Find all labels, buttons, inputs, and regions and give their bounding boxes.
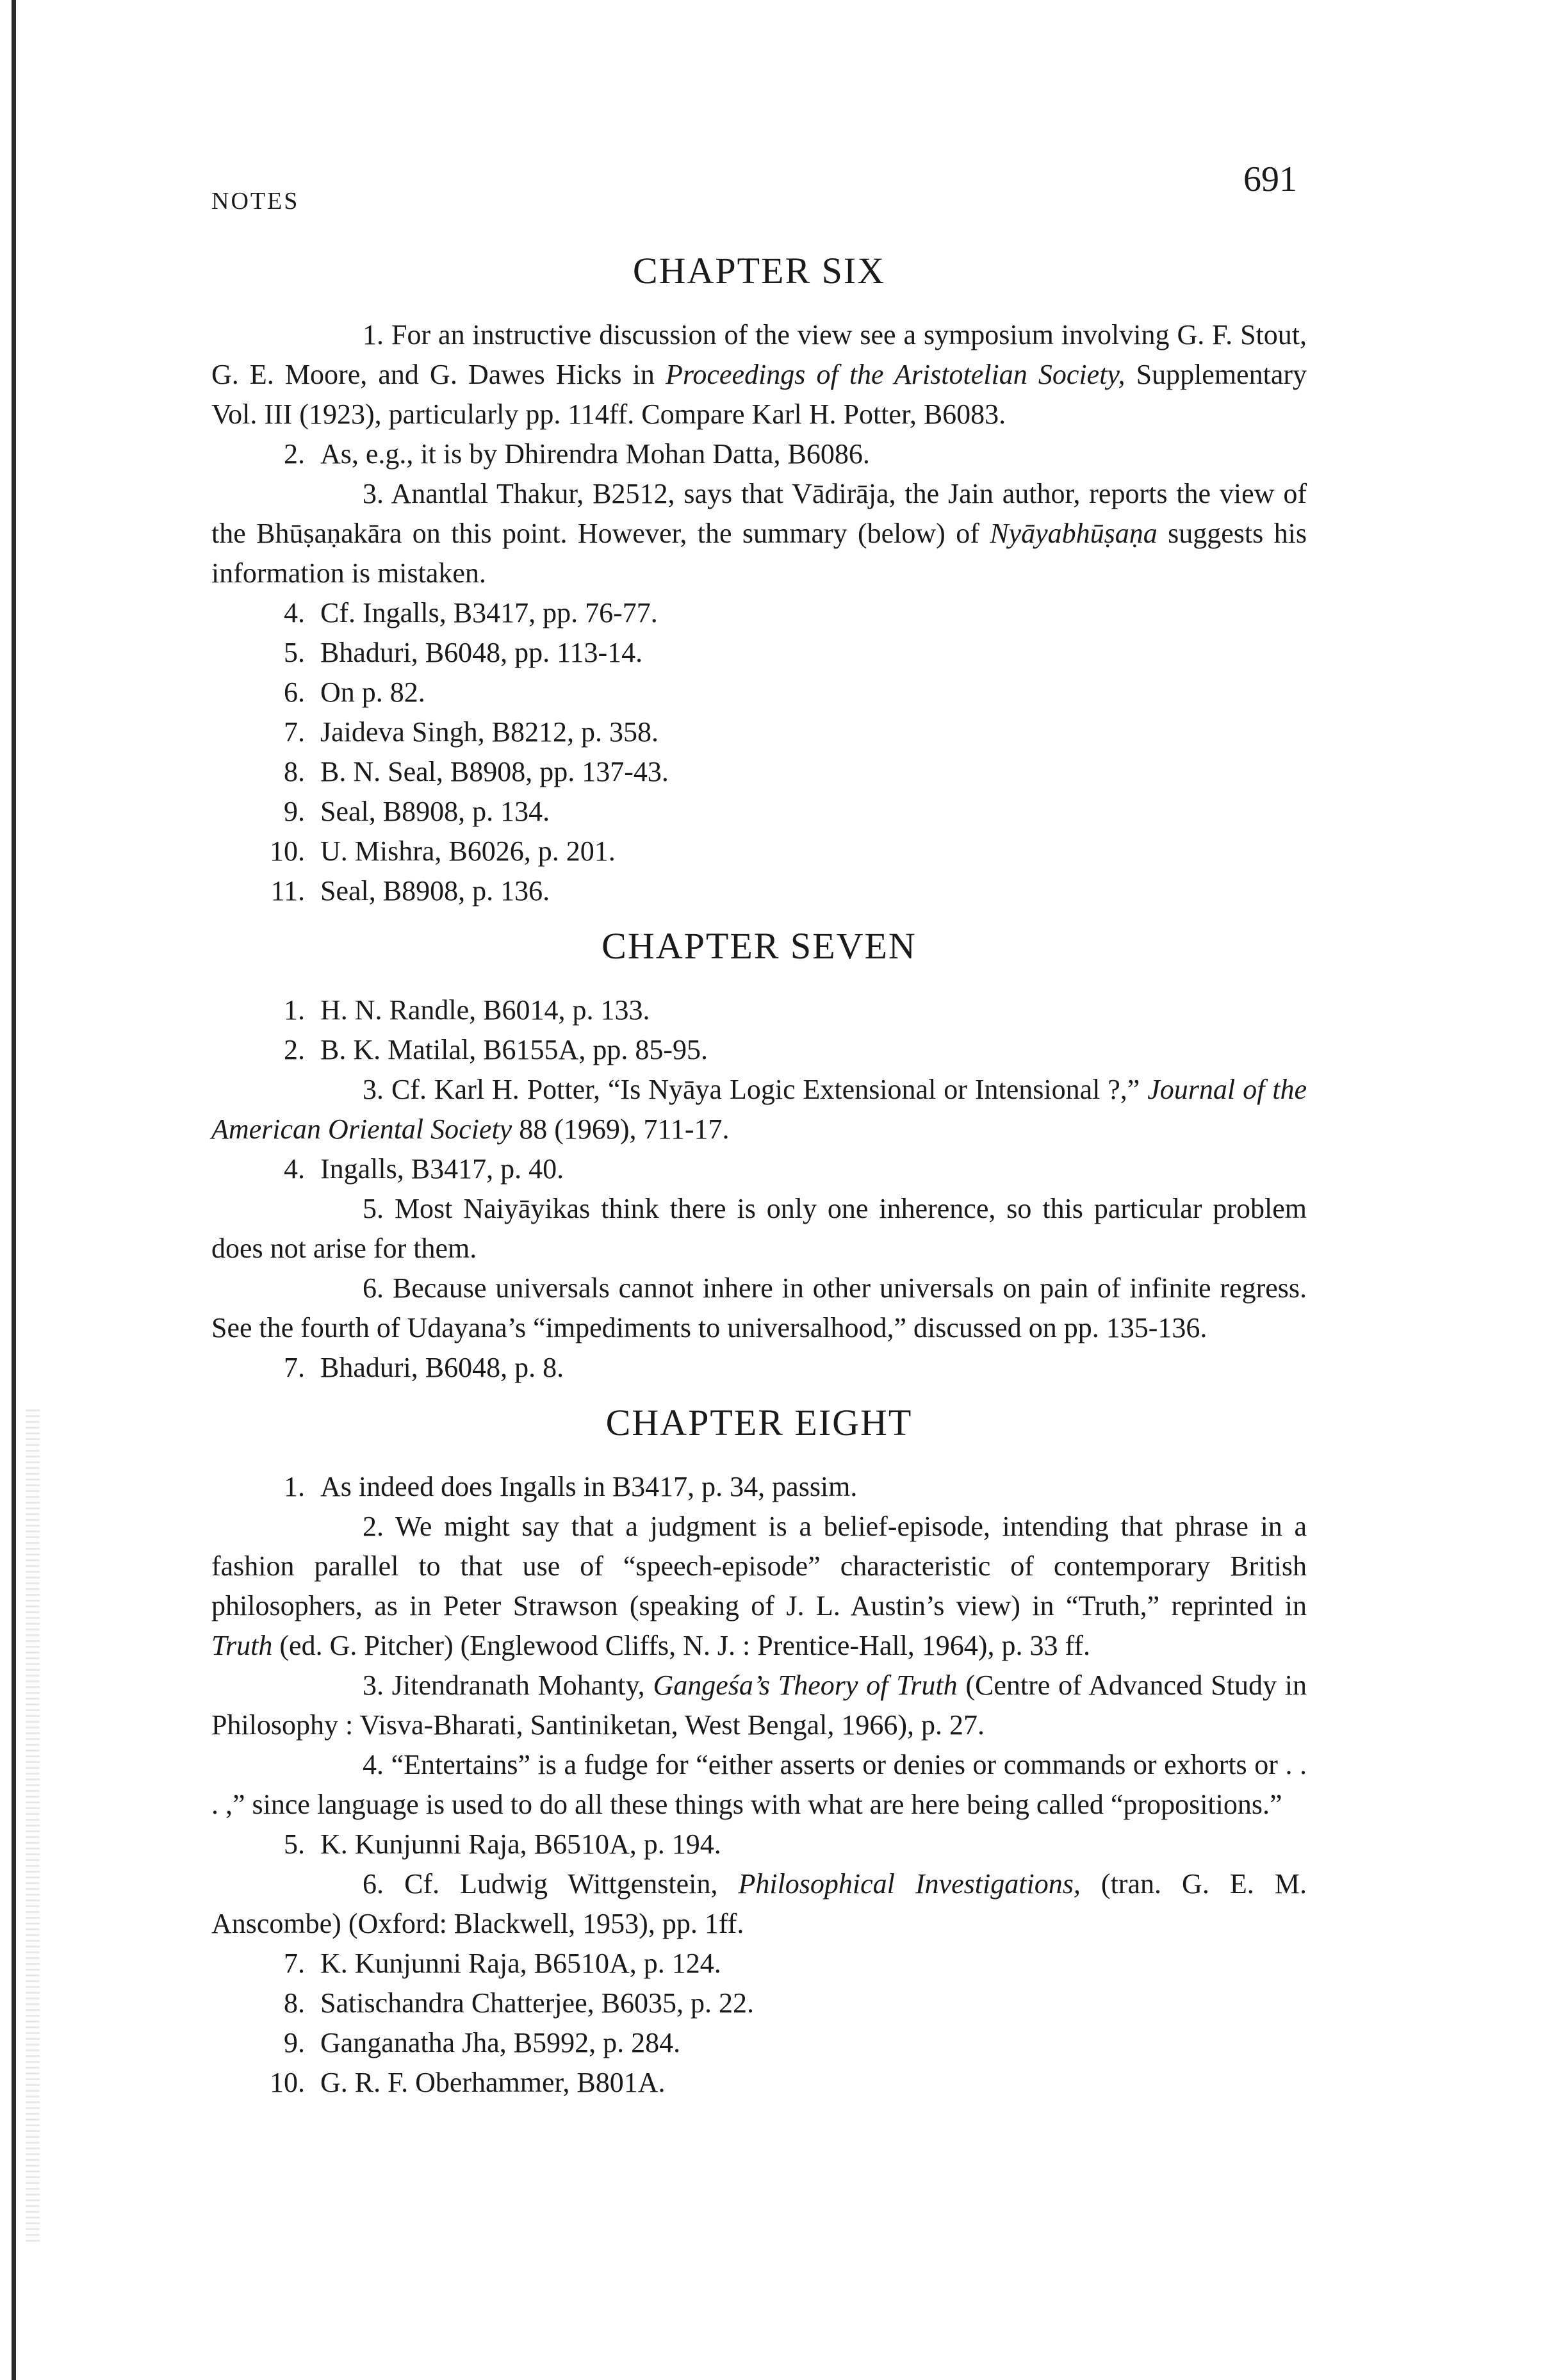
note: 5. K. Kunjunni Raja, B6510A, p. 194. — [284, 1828, 721, 1860]
note: 9. Ganganatha Jha, B5992, p. 284. — [284, 2027, 681, 2058]
note: 2. B. K. Matilal, B6155A, pp. 85-95. — [284, 1034, 708, 1065]
note: 8. Satischandra Chatterjee, B6035, p. 22. — [284, 1987, 754, 2019]
note: 3. Cf. Karl H. Potter, “Is Nyāya Logic Extensional or Intensional ?,” Journal of the American Oriental Society 88 (1969), 711-17. — [211, 1074, 1307, 1145]
scan-left-edge — [12, 0, 16, 2380]
note: 8. B. N. Seal, B8908, pp. 137-43. — [284, 756, 669, 787]
note: 4. Cf. Ingalls, B3417, pp. 76-77. — [284, 597, 658, 628]
chapter-title: CHAPTER SIX — [632, 250, 886, 291]
note: 7. Jaideva Singh, B8212, p. 358. — [284, 716, 659, 748]
note: 6. Because universals cannot inhere in other universals on pain of infinite regress. See the fourth of Udayana’s “impediments to universalhood,” discussed on pp. 135-136. — [211, 1272, 1307, 1343]
note: 6. Cf. Ludwig Wittgenstein, Philosophical Investigations, (tran. G. E. M. Anscombe) (Oxford: Blackwell, 1953), pp. 1ff. — [211, 1868, 1307, 1939]
note: 5. Most Naiyāyikas think there is only one inherence, so this particular problem does not arise for them. — [211, 1193, 1307, 1264]
note: 10. G. R. F. Oberhammer, B801A. — [270, 2067, 666, 2098]
note: 11. Seal, B8908, p. 136. — [270, 875, 550, 907]
note: 4. Ingalls, B3417, p. 40. — [284, 1153, 564, 1185]
note: 2. We might say that a judgment is a belief-episode, intending that phrase in a fashion parallel to that use of “speech-episode” characteristic of contemporary British philosophers, as in Peter Strawson (speaking of J. L. Austin’s view) in “Truth,” reprinted in Truth (ed. G. Pitcher) (Englewood Cliffs, N. J. : Prentice-Hall, 1964), p. 33 ff. — [211, 1511, 1307, 1661]
note: 9. Seal, B8908, p. 134. — [284, 796, 550, 827]
chapter-title: CHAPTER SEVEN — [601, 925, 917, 967]
note: 3. Anantlal Thakur, B2512, says that Vādirāja, the Jain author, reports the view of the Bhūṣaṇakāra on this point. However, the summary (below) of Nyāyabhūṣaṇa suggests his information is mistaken. — [211, 478, 1307, 589]
note: 1. As indeed does Ingalls in B3417, p. 34, passim. — [284, 1471, 858, 1502]
note: 4. “Entertains” is a fudge for “either asserts or denies or commands or exhorts or . . . ,” since language is used to do all these things with what are here being called “propositions.” — [211, 1749, 1307, 1820]
note: 7. K. Kunjunni Raja, B6510A, p. 124. — [284, 1948, 721, 1979]
note: 5. Bhaduri, B6048, pp. 113-14. — [284, 637, 643, 668]
note: 1. For an instructive discussion of the view see a symposium involving G. F. Stout, G. E. Moore, and G. Dawes Hicks in Proceedings of the Aristotelian Society, Supplementary Vol. III (1923), particularly pp. 114ff. Compare Karl H. Potter, B6083. — [211, 319, 1307, 430]
note: 7. Bhaduri, B6048, p. 8. — [284, 1352, 564, 1383]
note: 6. On p. 82. — [284, 677, 425, 708]
note: 2. As, e.g., it is by Dhirendra Mohan Datta, B6086. — [284, 438, 870, 470]
notes-content — [211, 236, 1307, 2103]
running-head: NOTES — [211, 188, 300, 215]
note: 3. Jitendranath Mohanty, Gangeśa’s Theory of Truth (Centre of Advanced Study in Philosophy : Visva-Bharati, Santiniketan, West Bengal, 1966), p. 27. — [211, 1670, 1307, 1741]
page-number: 691 — [1243, 160, 1297, 199]
note: 1. H. N. Randle, B6014, p. 133. — [284, 994, 650, 1026]
note: 10. U. Mishra, B6026, p. 201. — [270, 835, 616, 867]
scan-speckle — [26, 1409, 40, 2242]
chapter-title: CHAPTER EIGHT — [605, 1402, 913, 1443]
